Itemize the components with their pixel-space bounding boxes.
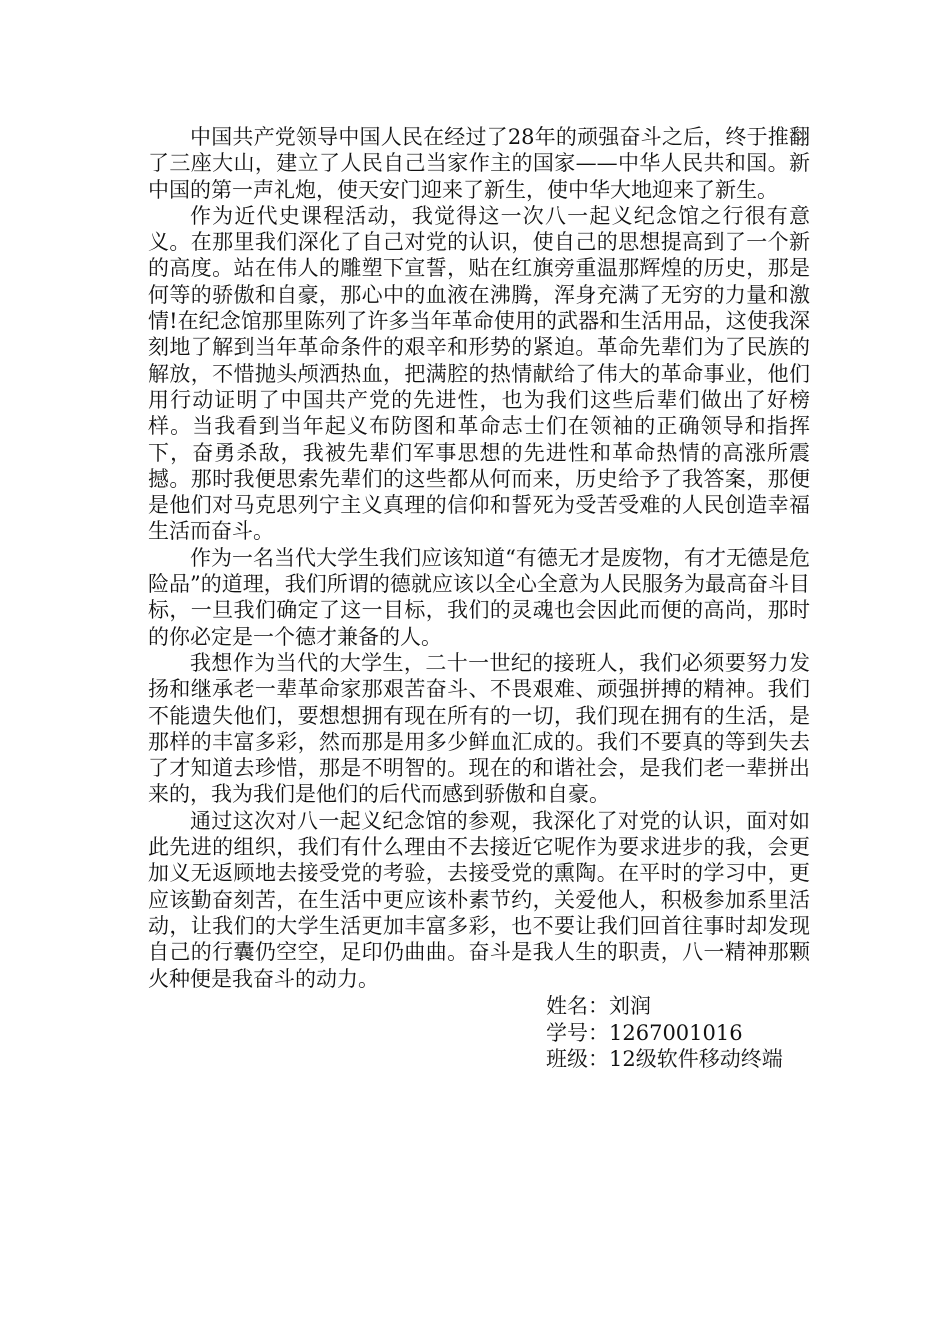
essay-body <box>148 124 810 992</box>
paragraph-1: 中国共产党领导中国人民在经过了28年的顽强奋斗之后，终于推翻了三座大山，建立了人民自己当家作主的国家——中华人民共和国。新中国的第一声礼炮，使天安门迎来了新生，使中华大地迎来了新生。 <box>148 125 810 202</box>
paragraph-3: 作为一名当代大学生我们应该知道“有德无才是废物，有才无德是危险品”的道理，我们所谓的德就应该以全心全意为人民服务为最高奋斗目标，一旦我们确定了这一目标，我们的灵魂也会因此而便的高尚，那时的你必定是一个德才兼备的人。 <box>148 545 810 649</box>
student-id: 学号：1267001016 <box>546 1020 743 1045</box>
paragraph-2: 作为近代史课程活动，我觉得这一次八一起义纪念馆之行很有意义。在那里我们深化了自己对党的认识，使自己的思想提高到了一个新的高度。站在伟人的雕塑下宣誓，贴在红旗旁重温那辉煌的历史，那是何等的骄傲和自豪，那心中的血液在沸腾，浑身充满了无穷的力量和激情!在纪念馆那里陈列了许多当年革命使用的武器和生活用品，这使我深刻地了解到当年革命条件的艰辛和形势的紧迫。革命先辈们为了民族的解放，不惜抛头颅洒热血，把满腔的热情献给了伟大的革命事业，他们用行动证明了中国共产党的先进性，也为我们这些后辈们做出了好榜样。当我看到当年起义布防图和革命志士们在领袖的正确领导和指挥下，奋勇杀敌，我被先辈们军事思想的先进性和革命热情的高涨所震撼。那时我便思索先辈们的这些都从何而来，历史给予了我答案，那便是他们对马克思列宁主义真理的信仰和誓死为受苦受难的人民创造幸福生活而奋斗。 <box>148 203 810 544</box>
signature-block <box>546 993 783 1073</box>
author-name: 姓名：刘润 <box>546 994 651 1018</box>
paragraph-4: 我想作为当代的大学生，二十一世纪的接班人，我们必须要努力发扬和继承老一辈革命家那艰苦奋斗、不畏艰难、顽强拼搏的精神。我们不能遗失他们，要想想拥有现在所有的一切，我们现在拥有的生活，是那样的丰富多彩，然而那是用多少鲜血汇成的。我们不要真的等到失去了才知道去珍惜，那是不明智的。现在的和谐社会，是我们老一辈拼出来的，我为我们是他们的后代而感到骄傲和自豪。 <box>148 650 810 807</box>
paragraph-5: 通过这次对八一起义纪念馆的参观，我深化了对党的认识，面对如此先进的组织，我们有什么理由不去接近它呢作为要求进步的我，会更加义无返顾地去接受党的考验，去接受党的熏陶。在平时的学习中，更应该勤奋刻苦，在生活中更应该朴素节约，关爱他人，积极参加系里活动，让我们的大学生活更加丰富多彩，也不要让我们回首往事时却发现自己的行囊仍空空，足印仍曲曲。奋斗是我人生的职责，八一精神那颗火种便是我奋斗的动力。 <box>148 808 810 991</box>
class-name: 班级：12级软件移动终端 <box>546 1047 783 1071</box>
